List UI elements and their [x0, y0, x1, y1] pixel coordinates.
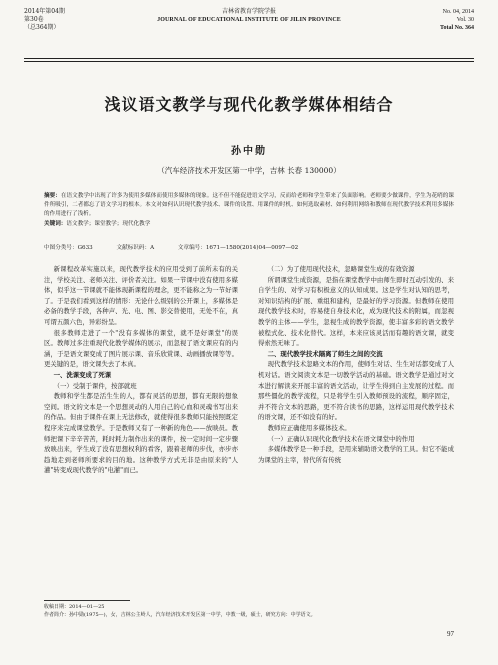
paragraph: 所谓课堂生成资源，是指在课堂教学中由师生即时互动引发的、来自学生的、对学习有积极意义的认知成果。这是学生对认知的思考，对知识结构的扩展、重组和建构，是最好的学习资源。但教师在使用现代教学技术时，容易使自身技术化，成为现代技术的附属，而忽视教学的主体——学生，忽视生成的教学资源，使丰富多彩的语文教学被程式化、技术化替代。这样，本来应该灵活而有趣的语文课，就变得索然无味了。: [258, 275, 454, 348]
keywords-label: 关键词：: [44, 220, 67, 227]
abstract-text: 在语文教学中出现了许多为使用多媒体而使用多媒体的现象。这不但不能促进语文学习，反而给老师和学生带来了负面影响。老师要少做课件，学生为花哨的课件所吸引，二者都忘了语文学习的根本。本文对如何认识现代教学技术、课件的设置、用课件的时机、如何选取素材、如何利用网络和教师在现代教学技术利用多媒体的作用进行了浅析。: [44, 193, 454, 218]
issue-info-en: [440, 8, 474, 32]
journal-name-cn: 吉林省教育学院学报: [221, 8, 276, 15]
body-column-right: [258, 264, 454, 465]
section-heading: 二、现代教学技术隔离了师生之间的交流: [267, 349, 383, 358]
journal-name-en: JOURNAL OF EDUCATIONAL INSTITUTE OF JILIN PROVINCE: [157, 17, 341, 23]
paragraph: 教师应正确使用多媒体技术。: [267, 423, 351, 432]
footnote: [44, 603, 454, 619]
author-affiliation: （汽车经济技术开发区第一中学，吉林 长春 130000）: [157, 166, 341, 175]
volume-line-en: Vol. 30: [456, 17, 474, 23]
total-line-en: Total No. 364: [440, 25, 474, 31]
abstract: [44, 192, 454, 229]
header-rule-thin: [24, 61, 474, 62]
paragraph: 多媒体教学是一种手段，是用来辅助语文教学的工具。但它不能成为课堂的主宰，替代所有传统: [258, 445, 454, 464]
subsection-heading: （二）为了使用现代技术，忽略课堂生成的有效资源: [267, 265, 415, 273]
paragraph: 很多教师走进了一个"没有多媒体的课堂，就不是好课堂"的误区。教师过多注重现代化教学媒体的展示，而忽视了语文课应有的内涵，于是语文课变成了图片展示课、音乐欣赏课、动画播放课等等。更关键的是，语文课失去了本真。: [44, 328, 238, 369]
author-bio: 作者简介：孙中勋(1975—)，女，吉林公主岭人，汽车经济技术开发区第一中学，中教一级，硕士，研究方向：中学语文。: [44, 612, 316, 618]
document-code: 文献标识码：A: [116, 245, 155, 251]
author-name: 孙中勋: [231, 146, 267, 157]
total-line: （总364期）: [24, 24, 60, 31]
journal-header: [24, 6, 474, 56]
clc-number: 中图分类号：G633: [44, 245, 93, 251]
journal-name: [134, 8, 364, 24]
paragraph: 新课程改革实施以来，现代教学技术的应用受到了前所未有的关注，学校关注、老师关注、评价者关注。如果一节课中没有使用多媒体，似乎这一节课就不能体现新课程的理念，更不能称之为一节好课了。于是我们看到这样的情形：无论什么级别的公开课上，多媒体是必备的教学手段，各种声、光、电、图、影交替使用，无处不在，真可谓五颜六色，异彩纷呈。: [44, 265, 238, 326]
classification-meta: [44, 244, 454, 252]
footnote-rule: [44, 600, 130, 601]
article-title: 浅议语文教学与现代化教学媒体相结合: [104, 95, 394, 114]
issue-info: [24, 8, 65, 32]
section-heading: 一、洗课变成了死课: [53, 370, 112, 379]
issue-line-en: No. 04, 2014: [442, 9, 474, 15]
received-date: 收稿日期：2014—01—25: [44, 604, 105, 610]
volume-line: 第30卷: [24, 16, 44, 23]
paragraph: 教师和学生都是活生生的人，都有灵活的思想，都有无限的想象空间。语文的文本是一个思想灵动的人用自己的心血和灵魂书写出来的作品。但由于课件在课上无法修改，就使得很多教师只能按照既定程序来完成课堂教学。于是教师又有了一种新的角色——放映员。教师把课下辛辛苦苦，耗时耗力制作出来的课件，按一定时间一定步骤放映出来，学生成了没有思想权利的看客，跟着老师的步伐，亦步亦趋地走到老师所要求的目的地。这种教学方式无非是由原来的"人灌"转变成现代教学的"电灌"而已。: [44, 392, 238, 475]
page-number: 97: [447, 630, 454, 638]
paragraph: 现代教学技术忽略文本的作用，使师生对话、生生对话都变成了人机对话。语文阅读文本是一切教学活动的基础。语文教学是通过对文本进行解读来开展丰富的语文活动，让学生得到自主发展的过程。而那些僵化的教学流程，只是将学生引入教师预设的流程，顺序固定，并不符合文本的思路，更不符合读书的思路，这样运用现代教学技术的语文课，还不如没有的好。: [258, 360, 454, 422]
issue-line: 2014年第04期: [24, 8, 65, 15]
header-rule-thick: [24, 58, 474, 59]
subsection-heading: （一）正确认识现代化教学技术在语文课堂中的作用: [267, 434, 415, 443]
keywords-text: 语文教学；课堂教学；现代化教学: [66, 220, 151, 227]
body-column-left: [44, 264, 238, 476]
article-number: 文章编号：1671—1580(2014)04—0097—02: [177, 245, 299, 251]
abstract-label: 摘要：: [44, 193, 61, 199]
subsection-heading: （一）受制于课件，按部就班: [53, 381, 137, 390]
